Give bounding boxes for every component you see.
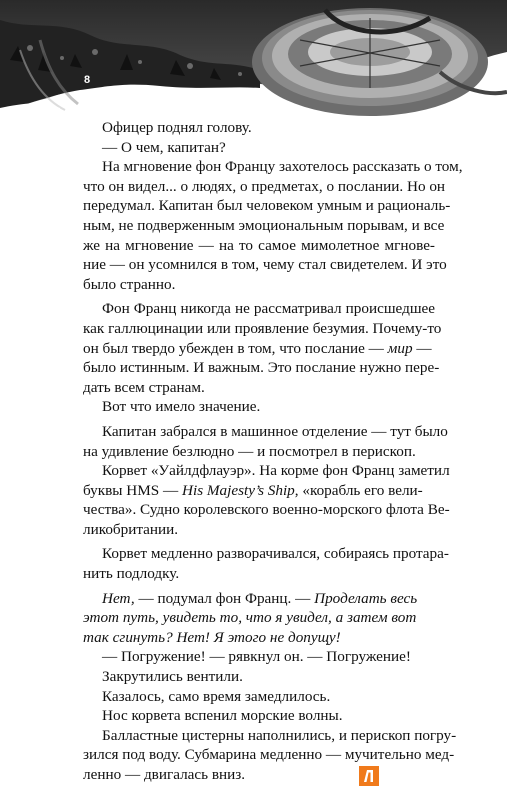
publisher-logo-icon [359,766,379,786]
paragraph [83,647,435,667]
emphasis-phrase: Проделать весь [314,589,418,607]
text-run: — подумал фон Франц. — [134,589,315,607]
emphasis-word: мир [387,339,413,357]
text-line: как галлюцинации или проявление безумия. Почему-то [83,319,442,337]
text-line: Нос корвета вспенил морские волны. [102,707,343,725]
text-line: что он видел... о людях, о предметах, о послании. Но он [83,177,446,195]
text-run: он был твердо убежден в том, что послание — [83,339,388,357]
paragraph [83,422,448,461]
text-line: нить подлодку. [83,565,180,583]
text-line: Казалось, само время замедлилось. [102,687,331,705]
page-number: 8 [84,74,91,86]
text-line: Корвет «Уайлдфлауэр». На корме фон Франц заметил [102,462,450,480]
text-line: ленно — двигалась вниз. [83,766,246,783]
text-line: было истинным. И важным. Это послание нужно пере- [83,359,440,377]
text-line: ным, не подверженным эмоциональным порывам, и все [83,216,445,234]
text-line: ние — он усомнился в том, чему стал свидетелем. И это [83,256,447,274]
text-line: Закрутились вентили. [102,668,243,686]
paragraph [83,589,435,648]
text-line: На мгновение фон Францу захотелось рассказать о том, [102,158,463,176]
text-line: — О чем, капитан? [102,138,226,156]
page-body [83,118,463,785]
paragraph [83,397,435,417]
text-line [83,608,435,628]
text-run: , «корабль его вели- [294,481,423,499]
text-line: Вот что имело значение. [102,398,261,416]
text-line: — Погружение! — рявкнул он. — Погружение! [102,648,411,666]
text-line: зился под воду. Субмарина медленно — мучительно мед- [83,746,455,764]
text-line: Офицер поднял голову. [102,119,252,136]
text-line: на удивление безлюдно — и посмотрел в перископ. [83,442,416,460]
paragraph [83,544,449,583]
paragraph [83,687,435,707]
text-line: передумал. Капитан был человеком умным и рациональ- [83,197,451,215]
text-line: чества». Судно королевского военно-морского флота Ве- [83,501,450,519]
paragraph [83,118,435,138]
emphasis-phrase: так сгинуть? Нет! Я этого не допущу! [83,628,341,646]
text-line: же на мгновение — на то самое мимолетное мгнове- [83,236,435,254]
paragraph [83,138,435,158]
text-run: буквы HMS — [83,481,182,499]
text-line: было странно. [83,275,176,293]
text-line [83,628,435,648]
text-line: Фон Франц никогда не рассматривал происшедшее [102,300,435,318]
text-line: Балластные цистерны наполнились, и перископ погру- [102,726,457,744]
emphasis-word: Нет, [102,589,135,607]
paragraph [83,299,442,397]
paragraph [83,461,450,539]
text-line [83,481,435,501]
text-line [83,589,435,609]
text-run: — [412,339,432,357]
paragraph [83,726,457,785]
paragraph [83,706,435,726]
text-line: ликобритании. [83,520,179,538]
text-line [83,339,435,359]
emphasis-phrase: этот путь, увидеть то, что я увидел, а затем вот [83,609,417,627]
paragraph [83,667,435,687]
header-illustration [0,0,507,118]
text-line: Корвет медленно разворачивался, собираясь протара- [102,545,449,563]
text-line: Капитан забрался в машинное отделение — тут было [102,422,448,440]
text-line: дать всем странам. [83,378,205,396]
paragraph [83,157,463,294]
emphasis-phrase: His Majesty’s Ship [182,481,295,499]
